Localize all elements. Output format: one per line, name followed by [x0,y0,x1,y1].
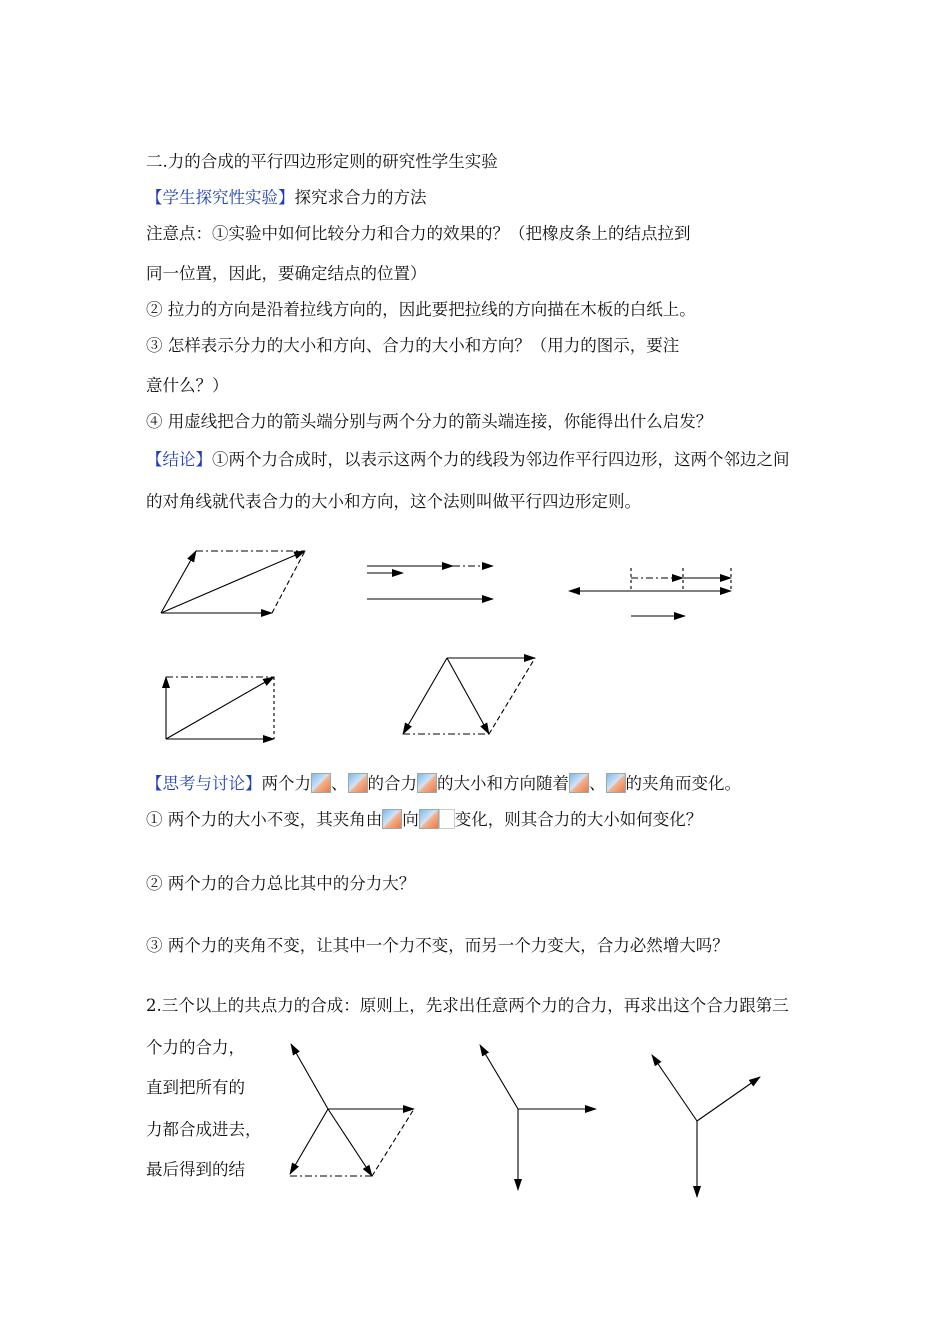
three-force-construction-diagram [290,1044,414,1176]
discussion-text: 、 [331,774,348,793]
point2-line5: 最后得到的结 [146,1160,245,1179]
question-2: ② 两个力的合力总比其中的分力大？ [146,874,416,893]
parallelogram-diagram-2 [403,658,535,734]
note-3a: ③ 怎样表示分力的大小和方向、合力的大小和方向？（用力的图示，要注 [146,336,680,355]
point2-line4: 力都合成进去， [146,1120,262,1139]
conclusion-text-a: ①两个力合成时，以表示这两个力的线段为邻边作平行四边形，这两个邻边之间 [212,450,790,469]
experiment-text: 探究求合力的方法 [294,188,427,207]
note-4: ④ 用虚线把合力的箭头端分别与两个分力的箭头端连接，你能得出什么启发？ [146,412,713,431]
point2-line3: 直到把所有的 [146,1078,245,1097]
parallelogram-diagram-1 [161,551,305,613]
discussion-text: 的合力 [367,774,417,793]
question-text: 向 [402,810,419,829]
conclusion-line-b: 的对角线就代表合力的大小和方向，这个法则叫做平行四边形定则。 [146,492,641,511]
discussion-tag: 【思考与讨论】 [146,774,262,793]
note-1b: 同一位置，因此，要确定结点的位置） [146,264,427,283]
note-2: ② 拉力的方向是沿着拉线方向的，因此要把拉线的方向描在木板的白纸上。 [146,300,696,319]
collinear-opposite-direction-diagram [569,568,731,616]
section-title: 二.力的合成的平行四边形定则的研究性学生实验 [146,152,498,171]
discussion-text: 的夹角而变化。 [625,774,741,793]
experiment-tag: 【学生探究性实验】 [146,188,295,207]
question-text: 变化，则其合力的大小如何变化？ [454,810,703,829]
discussion-text: 两个力 [261,774,311,793]
three-force-diagram-1 [480,1045,596,1190]
discussion-text: 的大小和方向随着 [437,774,569,793]
point2-line1: 2.三个以上的共点力的合成：原则上，先求出任意两个力的合力，再求出这个合力跟第三 [146,996,789,1015]
note-3b: 意什么？） [146,376,229,395]
point2-line2: 个力的合力， [146,1038,245,1057]
note-1a: 注意点：①实验中如何比较分力和合力的效果的？（把橡皮条上的结点拉到 [146,224,691,243]
question-3: ③ 两个力的夹角不变，让其中一个力不变，而另一个力变大，合力必然增大吗？ [146,936,729,955]
discussion-text: 、 [589,774,606,793]
collinear-same-direction-diagram [367,566,493,599]
conclusion-tag: 【结论】 [146,450,212,469]
rectangle-diagram [166,677,274,739]
three-force-diagram-2 [652,1055,760,1197]
question-text: ① 两个力的大小不变，其夹角由 [146,810,383,829]
